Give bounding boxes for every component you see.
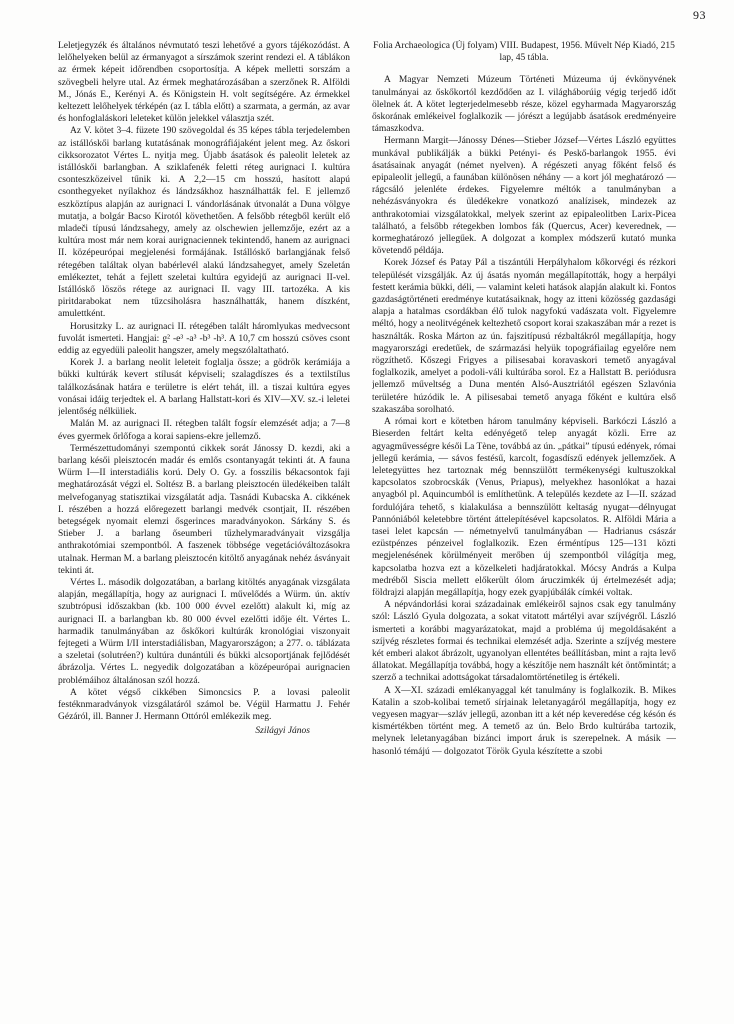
paragraph: Horusitzky L. az aurignaci II. rétegében talált háromlyukas medvecsont fuvolát ismerteti. Hangjai: g² -e³ -a³ -b³ -h³. A 10,7 cm hosszú csöves csont eddig az egyedüli paleolit hangszer, amely megszólaltatható.: [58, 321, 350, 357]
paragraph: Az V. kötet 3–4. füzete 190 szövegoldal és 35 képes tábla terjedelemben az istállóskői barlang kutatásának monográfiájaként jelent meg. Az őskori cikksorozatot Vértes L. nyitja meg. Újabb ásatások és paleolit leletek az istállóskői barlangban. A sziklafenék feletti réteg aurignaci I. kultúra csonteszközeivel tűnik ki. A 2,2—15 cm hosszú, hasított alapú csonthegyeket nyílakhoz és lándzsákhoz használhatták fel. E jellemző eszköztípus alapján az aurignaci I. vándorlásának útvonalát a Duna völgye mutatja, a bolgár Bacso Kirotól követhetően. A felsőbb rétegből került elő mladeči típusú lándzsahegy, amely az olschewien jellemzője, ezért az a kultúra most már nem korai aurignaciennek tekintendő, hanem az aurignaci II. középeurópai megjelenési formájának. Istállóskő barlangjának felső rétegében találtak olyan babérlevél alakú lándzsahegyet, amely Szeletán emlékeztet, tehát a fejlett szeletai kultúra egyidejű az aurignaci II-vel. Istállóskő löszös rétege az aurignaci II. vagy III. tartozéka. A kis piritdarabokat nem tűzcsiholásra használhatták, hanem díszként, amulettként.: [58, 126, 350, 320]
paragraph: Leletjegyzék és általános névmutató teszi lehetővé a gyors tájékozódást. A lelőhelyeken belül az érmanyagot a sírszámok szerint rendezi el. A táblákon az érmek képeit időrendben csoportosítja. A képek melletti sorszám a szövegbeli helyre utal. Az érmek meghatározásában a szerzőnek R. Alföldi M., Jónás E., Kerényi A. és Königstein H. volt segítségére. Az érmekkel keltezett lelőhelyek térképén (az I. tábla előtt) a szarmata, a germán, az avar és honfoglaláskori leleteket külön jelekkel választja szét.: [58, 41, 350, 125]
right-column: [372, 40, 676, 994]
paragraph: Hermann Margit—Jánossy Dénes—Stieber József—Vértes László együttes munkával publikálják a bükki Petényi- és Peskő-barlangok 1955. évi ásatásainak anyagát (német nyelven). A régészeti anyag főként felső és epipaleolit jellegű, a faunában különösen néhány — a kort jól meghatározó — rágcsáló jelenléte érdekes. Figyelemre méltók a tanulmányban a nehézásványokra és üledékekre vonatkozó analízisek, mindezek az anthrakotomiai vizsgálatokkal, melyek szerint az epipaleolitben Larix-Picea található, a felsőbb rétegekben lombos fák (Quercus, Acer) keverednek, — kormeghatározó jellegűek. A dolgozat a komplex módszerű kutató munka követendő példája.: [372, 136, 676, 257]
paragraph: Természettudományi szempontú cikkek sorát Jánossy D. kezdi, aki a barlang késői pleisztocén madár és emlős csontanyagát tekinti át. A fauna Würm I—II interstadiális korú. Dely O. Gy. a fosszilis békacsontok faji meghatározását végzi el. Soltész B. a barlang pleisztocén üledékeiben talált melvefoganyag statisztikai vizsgálatát adja. Tasnádi Kubacska A. cikkének I. részében a hozzá előregezett barlangi medvék csontjait, II. részében betegségek nyomait elemzi ősgerinces maradványokon. Sárkány S. és Stieber J. a barlang őseumberi tűzhelymaradványait vizsgálja anthrakotómiai szempontból. A faszenek többsége vegetációváltozásokra utalnak. Herman M. a barlang pleisztocén kitöltő anyagának nehéz ásványait tekinti át.: [58, 443, 350, 576]
paragraph: Malán M. az aurignaci II. rétegben talált fogsír elemzését adja; a 7—8 éves gyermek őrlőfoga a korai sapiens-ekre jellemző.: [58, 419, 350, 442]
paragraph: Korek József és Patay Pál a tiszántúli Herpályhalom kőkorvégi és rézkori települését vizsgálják. Az új ásatás nyomán megállapították, hogy a herpályi festett kerámia bükki, déli, — valamint keleti hatások alapján alakult ki. Fontos gazdaságtörténeti eredménye kutatásaiknak, hogy az itteni közösség gazdasági alapja a hatalmas csordákban élő tulok nagyfokú vadászata volt. Figyelemre méltó, hogy a neolitvégének keltezhető csoport korai szakaszában már a rezet is használták. Roska Márton az ún. fajszitípusú rézbaltákról megállapítja, hogy magyarországi eredetűek, de származási helyük topográfiailag egyelőre nem rögzíthető. Kőszegi Frigyes a pilisesabai koravaskori temető anyagával foglalkozik, amelyet a podoli-váli kultúrába sorol. Ez a Hallstatt B. periódusra jellemző műveltség a Duna mentén Alsó-Ausztriától egészen Szlavónia területére húzódik le. A pilisesabai temető anyaga főként e kultúra első szakaszába sorolható.: [372, 258, 676, 415]
author-signature: Szilágyi János: [255, 726, 310, 737]
paragraph: Korek J. a barlang neolit leleteit foglalja össze; a gödrök kerámiája a bükki kultúrák kevert stílusát képviseli; szalagdíszes és a textilstílus találkozásának határa e területre is elért tehát, ill. a tiszai kultúra egyes vonásai idáig terjedtek el. A barlang Hallstatt-kori és XIV—XV. sz.-i leletei jelentőség nélküliek.: [58, 358, 350, 418]
paragraph: A Magyar Nemzeti Múzeum Történeti Múzeuma új évkönyvének tanulmányai az őskőkortól kezdődően az I. világháborúig végig terjedő időt ölelnek át. A kötet legterjedelmesebb része, közel egyharmada Magyarország őskorának emlékeivel foglalkozik — jórészt a legújabb ásatások eredményeire támaszkodva.: [372, 75, 676, 135]
left-column: [58, 40, 350, 994]
bibliographic-header: Folia Archaeologica (Új folyam) VIII. Budapest, 1956. Művelt Nép Kiadó, 215 lap, 45 tábla.: [373, 41, 675, 64]
paragraph: A római kort e kötetben három tanulmány képviseli. Barkóczi László a Bieserden feltárt kelta edényégető telep anyagát közli. Erre az agyagművességre késői La Tène, továbbá az ún. „pátkai” típusú edények, római jellegű kerámia, — sávos festésű, karcolt, fogasdíszű edények jellemzőek. A leletegyüttes hez tartoznak még bennszülött termékenységi kultuszokkal kapcsolatos szobrocskák (Venus, Priapus), melyekhez hasonlókat a hazai anyagból pl. Aquincumból is említhetünk. A település kezdete az I—II. század fordulójára tehető, s kialakulása a bennszülött keltaság nyugat—délnyugat Pannóniából keletebbre történt áttelepítésével kapcsolatos. R. Alföldi Mária a tasei lelet kapcsán — németnyelvű tanulmányában — Hadrianus császár ezüstpénzes pénzeivel foglalkozik. Ezen érméntípus 125—131 közti megjelenésének körülményeit merőben új szempontból világítja meg, kapcsolatba hozva ezt a közelkeleti hadjáratokkal. Mócsy András a Kulpa medréből Siscia mellett előkerült ólom áruczimkék új értelmezését adja; földrajzi alapján megállapítja, hogy ezek gyapjúbálák címkéi voltak.: [372, 417, 676, 598]
page-number: 93: [693, 8, 706, 22]
paragraph: A kötet végső cikkében Simoncsics P. a lovasi paleolit festéknmaradványok vizsgálatáról számol be. Végül Harmattu J. Fehér Gézáról, ill. Banner J. Hermann Ottóról emlékezik meg.: [58, 687, 350, 723]
paragraph: A népvándorlási korai századainak emlékeiről sajnos csak egy tanulmány szól: László Gyula dolgozata, a sokat vitatott mártélyi avar szíjvégről. László ismerteti a korábbi magyarázatokat, majd a probléma új megoldásaként a szíjvég részletes formai és technikai elemzését adja. Szerinte a szíjvég mestere két emberi alakot ábrázolt, ugyanolyan ellentétes beállításban, mint a rajta levő állatokat. Megállapítja továbbá, hogy a készítője nem használt két öntőmintát; a szerző a technikai adottságokat társadalomtörténetileg is értékeli.: [372, 600, 676, 684]
paragraph: Vértes L. második dolgozatában, a barlang kitöltés anyagának vizsgálata alapján, megállapítja, hogy az aurignaci I. művelődés a Würm. ún. aktív szubtrópusi időszakban (kb. 100 000 évvel ezelőtt) alakult ki, míg az aurignaci II. a barlangban kb. 80 000 évvel ezelőtti idője élt. Vértes L. harmadik tanulmányában az őskőkori kultúrák kronológiai viszonyait fejtegeti a Würm I/II interstadiálisban, Magyarországon; a 277. o. táblázata a szeletai (solutréen?) kultúra dunántúli és bükki alcsoportjának fejlődését ábrázolja. Vértes L. negyedik dolgozatában a középeurópai aurignacien problémáihoz általánosan szól hozzá.: [58, 577, 350, 686]
paragraph: A X—XI. századi emlékanyaggal két tanulmány is foglalkozik. B. Mikes Katalin a szob-kolibai temető sírjainak leletanyagáról megállapítja, hogy ez vegyesen magyar—szláv jellegű, azonban itt a két nép keveredése cég késón és kismértékben történt meg. A temető az ún. Belo Brdo kultúrába tartozik, melynek leletanyagában bizánci import áruk is szerepelnek. A másik — hasonló témájú — dolgozatot Török Gyula készítette a szobi: [372, 685, 676, 757]
